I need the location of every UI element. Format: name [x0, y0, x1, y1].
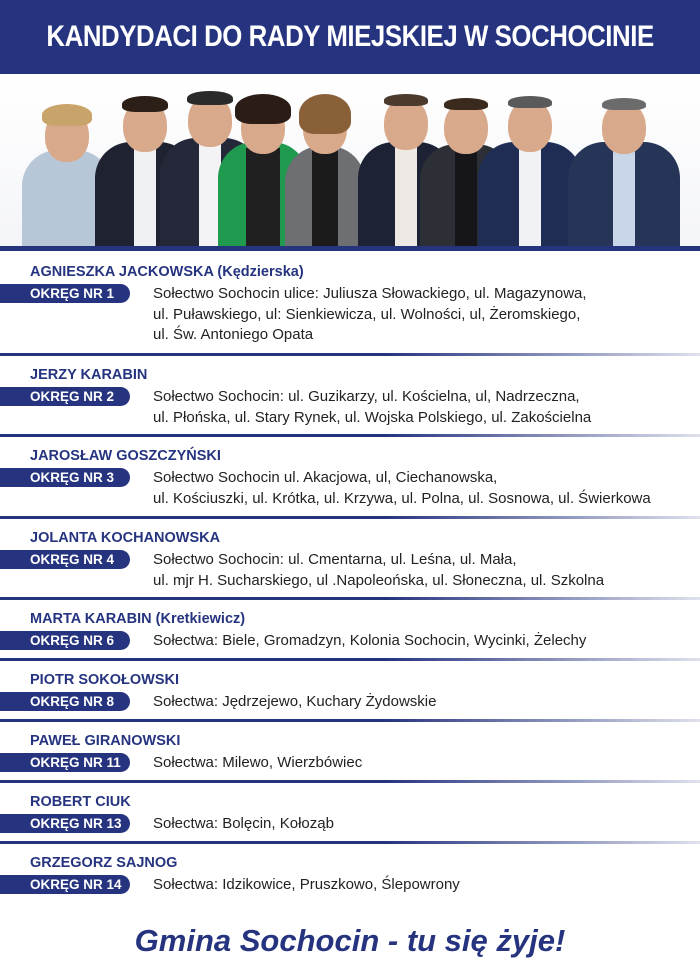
candidate-name: JOLANTA KOCHANOWSKA [30, 530, 221, 546]
candidate-name: JERZY KARABIN [30, 367, 148, 383]
description-line: ul. Kościuszki, ul. Krótka, ul. Krzywa, ul. Polna, ul. Sosnowa, ul. Świerkowa [153, 489, 651, 507]
district-badge: OKRĘG NR 1 [0, 284, 130, 303]
photo-underline [0, 246, 700, 251]
candidate-photo-8 [478, 84, 582, 246]
district-description [153, 387, 591, 428]
description-line: Sołectwo Sochocin ulice: Juliusza Słowackiego, ul. Magazynowa, [153, 285, 587, 302]
description-line: Sołectwa: Idzikowice, Pruszkowo, Ślepowrony [153, 876, 460, 893]
district-badge: OKRĘG NR 6 [0, 631, 130, 650]
section-divider [0, 516, 700, 519]
district-badge: OKRĘG NR 13 [0, 814, 130, 833]
description-line: Sołectwa: Jędrzejewo, Kuchary Żydowskie [153, 693, 437, 710]
district-badge: OKRĘG NR 14 [0, 875, 130, 894]
footer-slogan: Gmina Sochocin - tu się żyje! [134, 923, 566, 958]
candidate-name: ROBERT CIUK [30, 794, 131, 810]
district-badge: OKRĘG NR 4 [0, 550, 130, 569]
section-divider [0, 658, 700, 661]
district-badge: OKRĘG NR 8 [0, 692, 130, 711]
description-line: ul. Puławskiego, ul: Sienkiewicza, ul. Wolności, ul, Żeromskiego, [153, 305, 581, 323]
section-divider [0, 780, 700, 783]
section-divider [0, 597, 700, 600]
description-line: Sołectwa: Milewo, Wierzbówiec [153, 754, 363, 771]
candidate-name: PAWEŁ GIRANOWSKI [30, 733, 181, 749]
description-line: Sołectwo Sochocin: ul. Cmentarna, ul. Leśna, ul. Mała, [153, 551, 517, 568]
description-line: ul. Św. Antoniego Opata [153, 326, 314, 343]
district-badge: OKRĘG NR 11 [0, 753, 130, 772]
district-description [153, 692, 436, 713]
section-divider [0, 353, 700, 356]
description-line: Sołectwa: Bolęcin, Kołoząb [153, 815, 334, 832]
description-line: Sołectwa: Biele, Gromadzyn, Kolonia Sochocin, Wycinki, Żelechy [153, 632, 587, 649]
candidate-name: JAROSŁAW GOSZCZYŃSKI [30, 448, 221, 464]
candidate-name: AGNIESZKA JACKOWSKA (Kędzierska) [30, 264, 304, 280]
section-divider [0, 841, 700, 844]
candidate-photo-5 [285, 86, 365, 246]
candidate-name: MARTA KARABIN (Kretkiewicz) [30, 611, 246, 627]
header-banner [0, 0, 700, 74]
section-divider [0, 434, 700, 437]
district-description [153, 468, 651, 509]
section-divider [0, 719, 700, 722]
candidate-name: GRZEGORZ SAJNOG [30, 855, 178, 871]
description-line: ul. Płońska, ul. Stary Rynek, ul. Wojska Polskiego, ul. Zakościelna [153, 408, 592, 426]
district-description [153, 875, 460, 896]
description-line: Sołectwo Sochocin ul. Akacjowa, ul, Ciechanowska, [153, 469, 498, 486]
page-title: KANDYDACI DO RADY MIEJSKIEJ W SOCHOCINIE [46, 20, 654, 53]
district-badge: OKRĘG NR 2 [0, 387, 130, 406]
candidate-photo-9 [568, 86, 680, 246]
district-description [153, 631, 586, 652]
district-description [153, 550, 604, 591]
district-badge: OKRĘG NR 3 [0, 468, 130, 487]
description-line: Sołectwo Sochocin: ul. Guzikarzy, ul. Kościelna, ul, Nadrzeczna, [153, 388, 580, 405]
district-description [153, 284, 587, 346]
candidate-name: PIOTR SOKOŁOWSKI [30, 672, 180, 688]
description-line: ul. mjr H. Sucharskiego, ul .Napoleońska, ul. Słoneczna, ul. Szkolna [153, 571, 605, 589]
district-description [153, 753, 362, 774]
candidates-group-photo [0, 74, 700, 246]
district-description [153, 814, 334, 835]
